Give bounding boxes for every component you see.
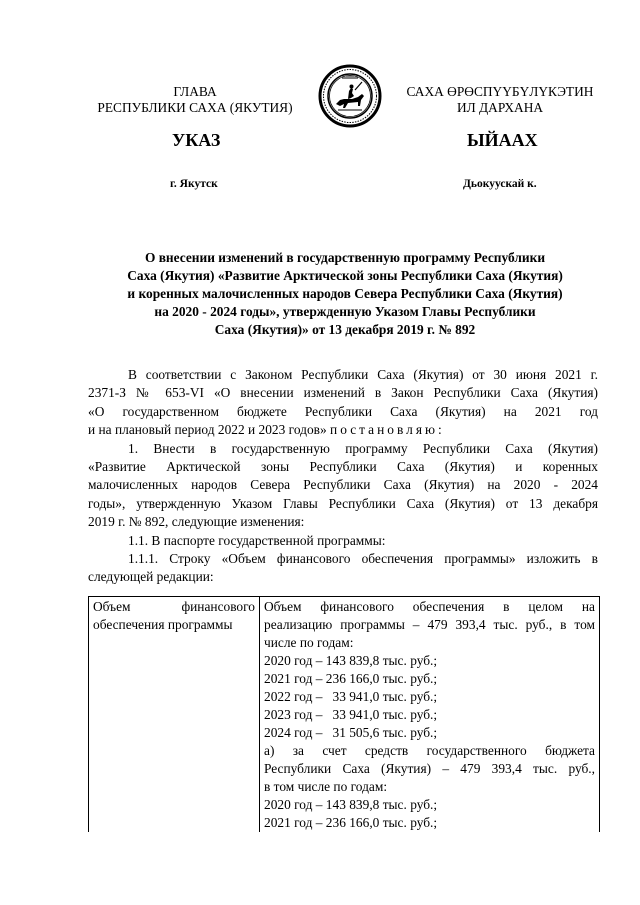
header-left (86, 84, 304, 116)
table-label-line-1: Объем финансового (93, 599, 255, 614)
decree-title-sah: ЫЙААХ (467, 130, 538, 150)
table-value-cell (260, 597, 600, 833)
table-value-line: реализацию программы – 479 393,4 тыс. руб., в том (264, 617, 595, 632)
paragraph-1-line-4-text: и на плановый период 2022 и 2023 годов» (88, 422, 327, 438)
paragraph-3: 1.1. В паспорте государственной программы: (128, 532, 386, 548)
paragraph-2-line-4: годы», утвержденную Указом Главы Республики Саха (Якутия) от 13 декабря (88, 495, 598, 511)
table-value-line: числе по годам: (264, 635, 354, 650)
title-line-3: и коренных малочисленных народов Севера Республики Саха (Якутия) (127, 286, 563, 301)
header-left-line-2: РЕСПУБЛИКИ САХА (ЯКУТИЯ) (97, 100, 293, 115)
table-value-line: в том числе по годам: (264, 779, 388, 794)
table-label-line-2: обеспечения программы (93, 617, 233, 632)
paragraph-1-line-2: 2371-З № 653-VI «О внесении изменений в Закон Республики Саха (Якутия) (88, 385, 598, 401)
city-ru: г. Якутск (170, 178, 218, 190)
document-body (88, 366, 598, 587)
paragraph-4-line-2: следующей редакции: (88, 569, 214, 585)
table-label-cell (89, 597, 260, 833)
table-value-line: 2024 год – 31 505,6 тыс. руб.; (264, 725, 438, 740)
coat-of-arms-emblem (318, 64, 382, 128)
financing-table (88, 596, 600, 832)
paragraph-2-line-1: 1. Внести в государственную программу Республики Саха (Якутия) (128, 440, 598, 456)
table-value-line: Объем финансового обеспечения в целом на (264, 599, 595, 614)
title-line-2: Саха (Якутия) «Развитие Арктической зоны Республики Саха (Якутия) (127, 268, 563, 283)
header-left-line-1: ГЛАВА (173, 84, 217, 99)
table-row (89, 597, 600, 833)
table-value-line: 2023 год – 33 941,0 тыс. руб.; (264, 707, 438, 722)
decree-title-ru: УКАЗ (172, 130, 221, 150)
table-value-line: 2021 год – 236 166,0 тыс. руб.; (264, 815, 438, 830)
title-line-5: Саха (Якутия)» от 13 декабря 2019 г. № 892 (214, 322, 476, 337)
paragraph-1-line-3: «О государственном бюджете Республики Саха (Якутия) на 2021 год (88, 403, 598, 419)
header-right-line-2: ИЛ ДАРХАНА (456, 100, 544, 115)
paragraph-4-line-1: 1.1.1. Строку «Объем финансового обеспечения программы» изложить в (128, 551, 598, 567)
table-value-line: 2021 год – 236 166,0 тыс. руб.; (264, 671, 438, 686)
header-right (398, 84, 602, 116)
table-value-line: Республики Саха (Якутия) – 479 393,4 тыс. руб., (264, 761, 595, 776)
document-title (88, 249, 602, 339)
title-line-1: О внесении изменений в государственную программу Республики (144, 250, 546, 265)
table-value-line: а) за счет средств государственного бюджета (264, 743, 595, 758)
decree-verb: постановляю: (330, 422, 445, 438)
paragraph-2-line-3: малочисленных народов Севера Республики Саха (Якутия) на 2020 - 2024 (88, 477, 598, 493)
city-sah: Дьокуускай к. (463, 178, 537, 190)
table-value-line: 2020 год – 143 839,8 тыс. руб.; (264, 653, 438, 668)
paragraph-1-line-4 (88, 421, 598, 439)
paragraph-2-line-2: «Развитие Арктической зоны Республики Саха (Якутия) и коренных (88, 459, 598, 475)
table-value-line: 2022 год – 33 941,0 тыс. руб.; (264, 689, 438, 704)
header-right-line-1: САХА ӨРӨСПҮҮБҮЛҮКЭТИН (406, 84, 594, 99)
paragraph-2-line-5: 2019 г. № 892, следующие изменения: (88, 514, 305, 530)
table-value-line: 2020 год – 143 839,8 тыс. руб.; (264, 797, 438, 812)
title-line-4: на 2020 - 2024 годы», утвержденную Указом Главы Республики (154, 304, 536, 319)
paragraph-1-line-1: В соответствии с Законом Республики Саха (Якутия) от 30 июня 2021 г. (128, 367, 598, 382)
